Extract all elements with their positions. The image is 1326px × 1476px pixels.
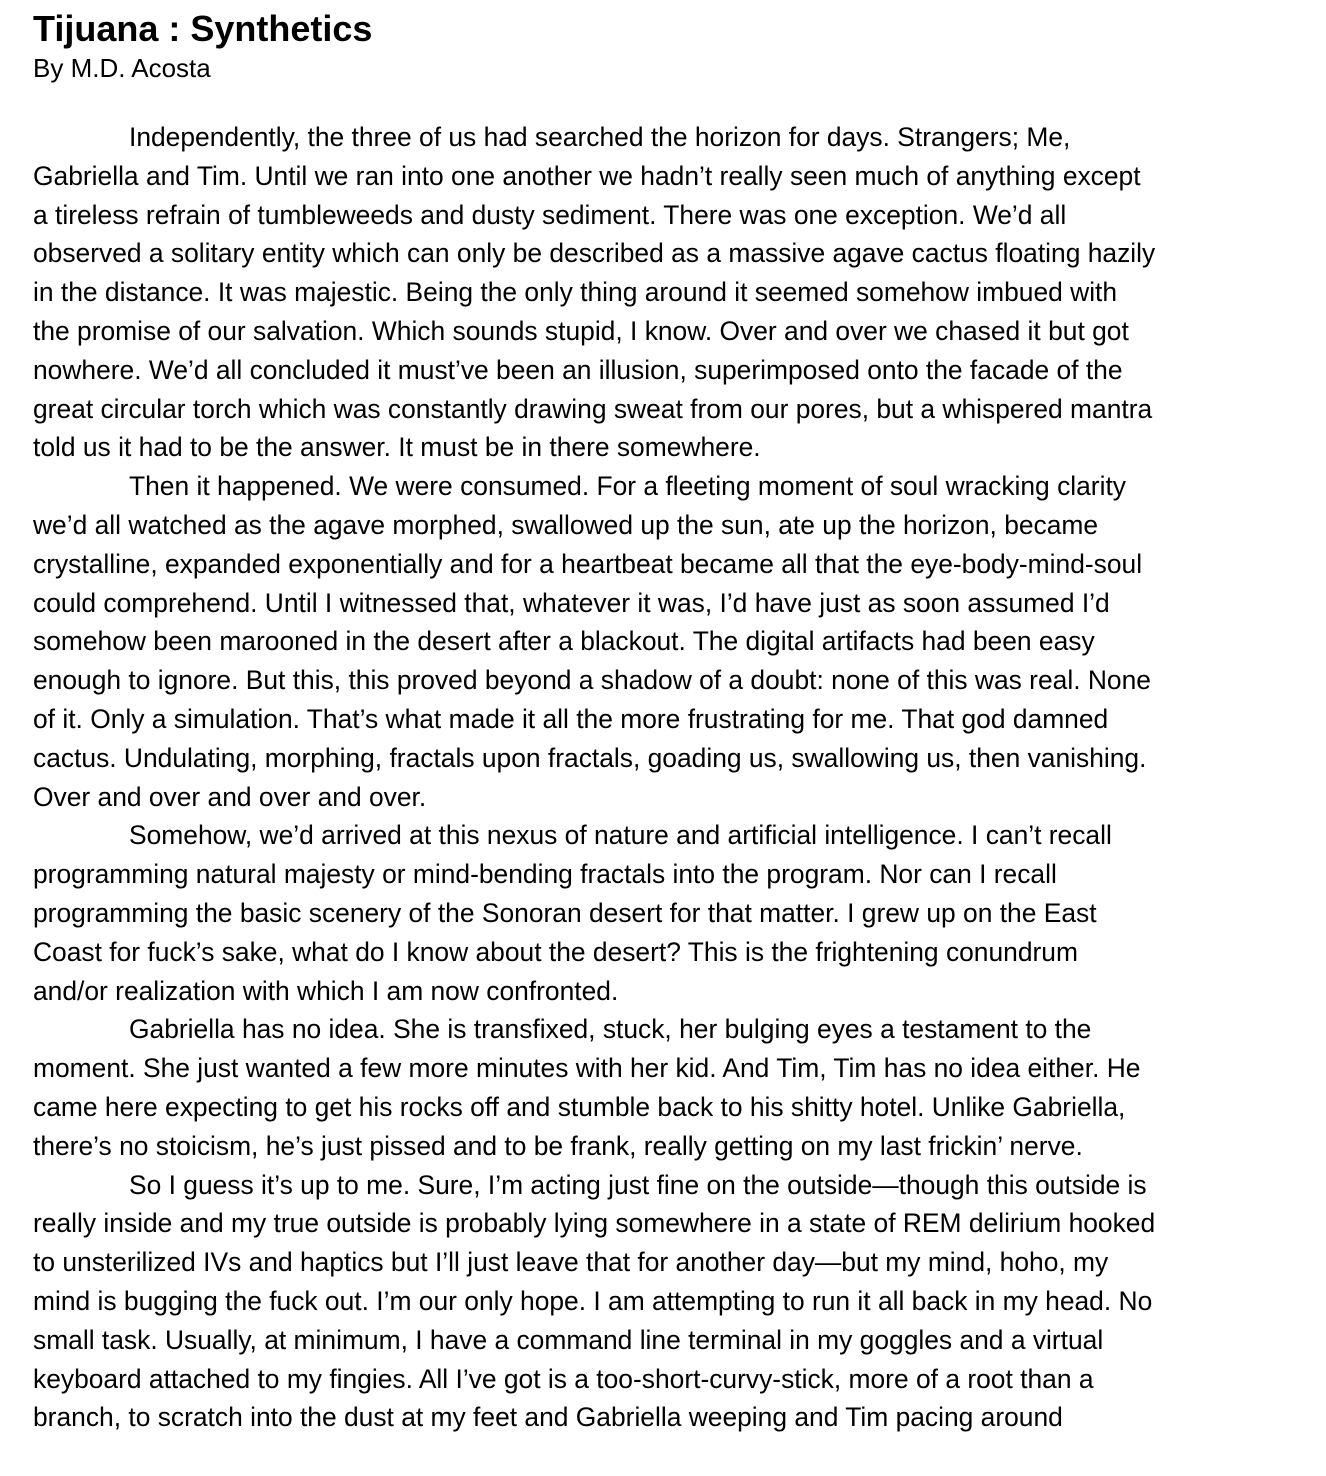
text-line: mind is bugging the fuck out. I’m our only hope. I am attempting to run it all back in my head. No bbox=[33, 1285, 1153, 1316]
title-spacer bbox=[33, 84, 1294, 118]
document-byline: By M.D. Acosta bbox=[33, 53, 211, 83]
text-line: of it. Only a simulation. That’s what made it all the more frustrating for me. That god damned bbox=[33, 703, 1109, 734]
text-line: there’s no stoicism, he’s just pissed and to be frank, really getting on my last frickin’ nerve. bbox=[33, 1130, 1083, 1161]
text-line: Gabriella has no idea. She is transfixed, stuck, her bulging eyes a testament to the bbox=[129, 1014, 1092, 1045]
text-line: we’d all watched as the agave morphed, swallowed up the sun, ate up the horizon, became bbox=[33, 509, 1099, 540]
text-line: a tireless refrain of tumbleweeds and dusty sediment. There was one exception. We’d all bbox=[33, 199, 1067, 230]
text-line: Then it happened. We were consumed. For a fleeting moment of soul wracking clarity bbox=[129, 471, 1126, 502]
text-line: Over and over and over and over. bbox=[33, 781, 427, 812]
text-line: programming the basic scenery of the Sonoran desert for that matter. I grew up on the East bbox=[33, 897, 1097, 928]
text-line: cactus. Undulating, morphing, fractals upon fractals, goading us, swallowing us, then vanishing. bbox=[33, 742, 1147, 773]
paragraph bbox=[33, 1166, 1294, 1438]
text-line: came here expecting to get his rocks off and stumble back to his shitty hotel. Unlike Gabriella, bbox=[33, 1091, 1126, 1122]
text-line: small task. Usually, at minimum, I have a command line terminal in my goggles and a virtual bbox=[33, 1324, 1104, 1355]
text-line: keyboard attached to my fingies. All I’ve got is a too-short-curvy-stick, more of a root than a bbox=[33, 1363, 1094, 1394]
text-line: branch, to scratch into the dust at my feet and Gabriella weeping and Tim pacing around bbox=[33, 1402, 1063, 1433]
text-line: Independently, the three of us had searched the horizon for days. Strangers; Me, bbox=[129, 122, 1071, 152]
document-title: Tijuana : Synthetics bbox=[33, 8, 373, 49]
text-line: Coast for fuck’s sake, what do I know about the desert? This is the frightening conundrum bbox=[33, 936, 1078, 967]
text-line: could comprehend. Until I witnessed that, whatever it was, I’d have just as soon assumed I’d bbox=[33, 587, 1110, 618]
text-line: told us it had to be the answer. It must be in there somewhere. bbox=[33, 432, 761, 463]
text-line: to unsterilized IVs and haptics but I’ll just leave that for another day—but my mind, hoho, my bbox=[33, 1247, 1109, 1278]
text-line: Gabriella and Tim. Until we ran into one another we hadn’t really seen much of anything except bbox=[33, 160, 1141, 191]
text-line: enough to ignore. But this, this proved beyond a shadow of a doubt: none of this was real. None bbox=[33, 665, 1151, 696]
document-body bbox=[33, 118, 1294, 1437]
text-line: in the distance. It was majestic. Being the only thing around it seemed somehow imbued with bbox=[33, 277, 1118, 308]
text-line: programming natural majesty or mind-bending fractals into the program. Nor can I recall bbox=[33, 859, 1057, 890]
paragraph bbox=[33, 118, 1294, 467]
paragraph bbox=[33, 467, 1294, 816]
text-line: the promise of our salvation. Which sounds stupid, I know. Over and over we chased it but got bbox=[33, 315, 1129, 346]
text-line: nowhere. We’d all concluded it must’ve been an illusion, superimposed onto the facade of the bbox=[33, 354, 1123, 385]
text-line: great circular torch which was constantly drawing sweat from our pores, but a whispered mantra bbox=[33, 393, 1153, 424]
text-line: really inside and my true outside is probably lying somewhere in a state of REM delirium hooked bbox=[33, 1208, 1156, 1239]
text-line: observed a solitary entity which can only be described as a massive agave cactus floating hazily bbox=[33, 238, 1156, 269]
text-line: So I guess it’s up to me. Sure, I’m acting just fine on the outside—though this outside is bbox=[129, 1169, 1147, 1200]
text-line: crystalline, expanded exponentially and for a heartbeat became all that the eye-body-mind-soul bbox=[33, 548, 1143, 579]
text-line: Somehow, we’d arrived at this nexus of nature and artificial intelligence. I can’t recall bbox=[129, 820, 1112, 851]
text-line: somehow been marooned in the desert after a blackout. The digital artifacts had been easy bbox=[33, 626, 1095, 657]
text-line: and/or realization with which I am now confronted. bbox=[33, 975, 619, 1006]
paragraph bbox=[33, 1010, 1294, 1165]
text-line: moment. She just wanted a few more minutes with her kid. And Tim, Tim has no idea either. He bbox=[33, 1053, 1141, 1084]
paragraph bbox=[33, 816, 1294, 1010]
